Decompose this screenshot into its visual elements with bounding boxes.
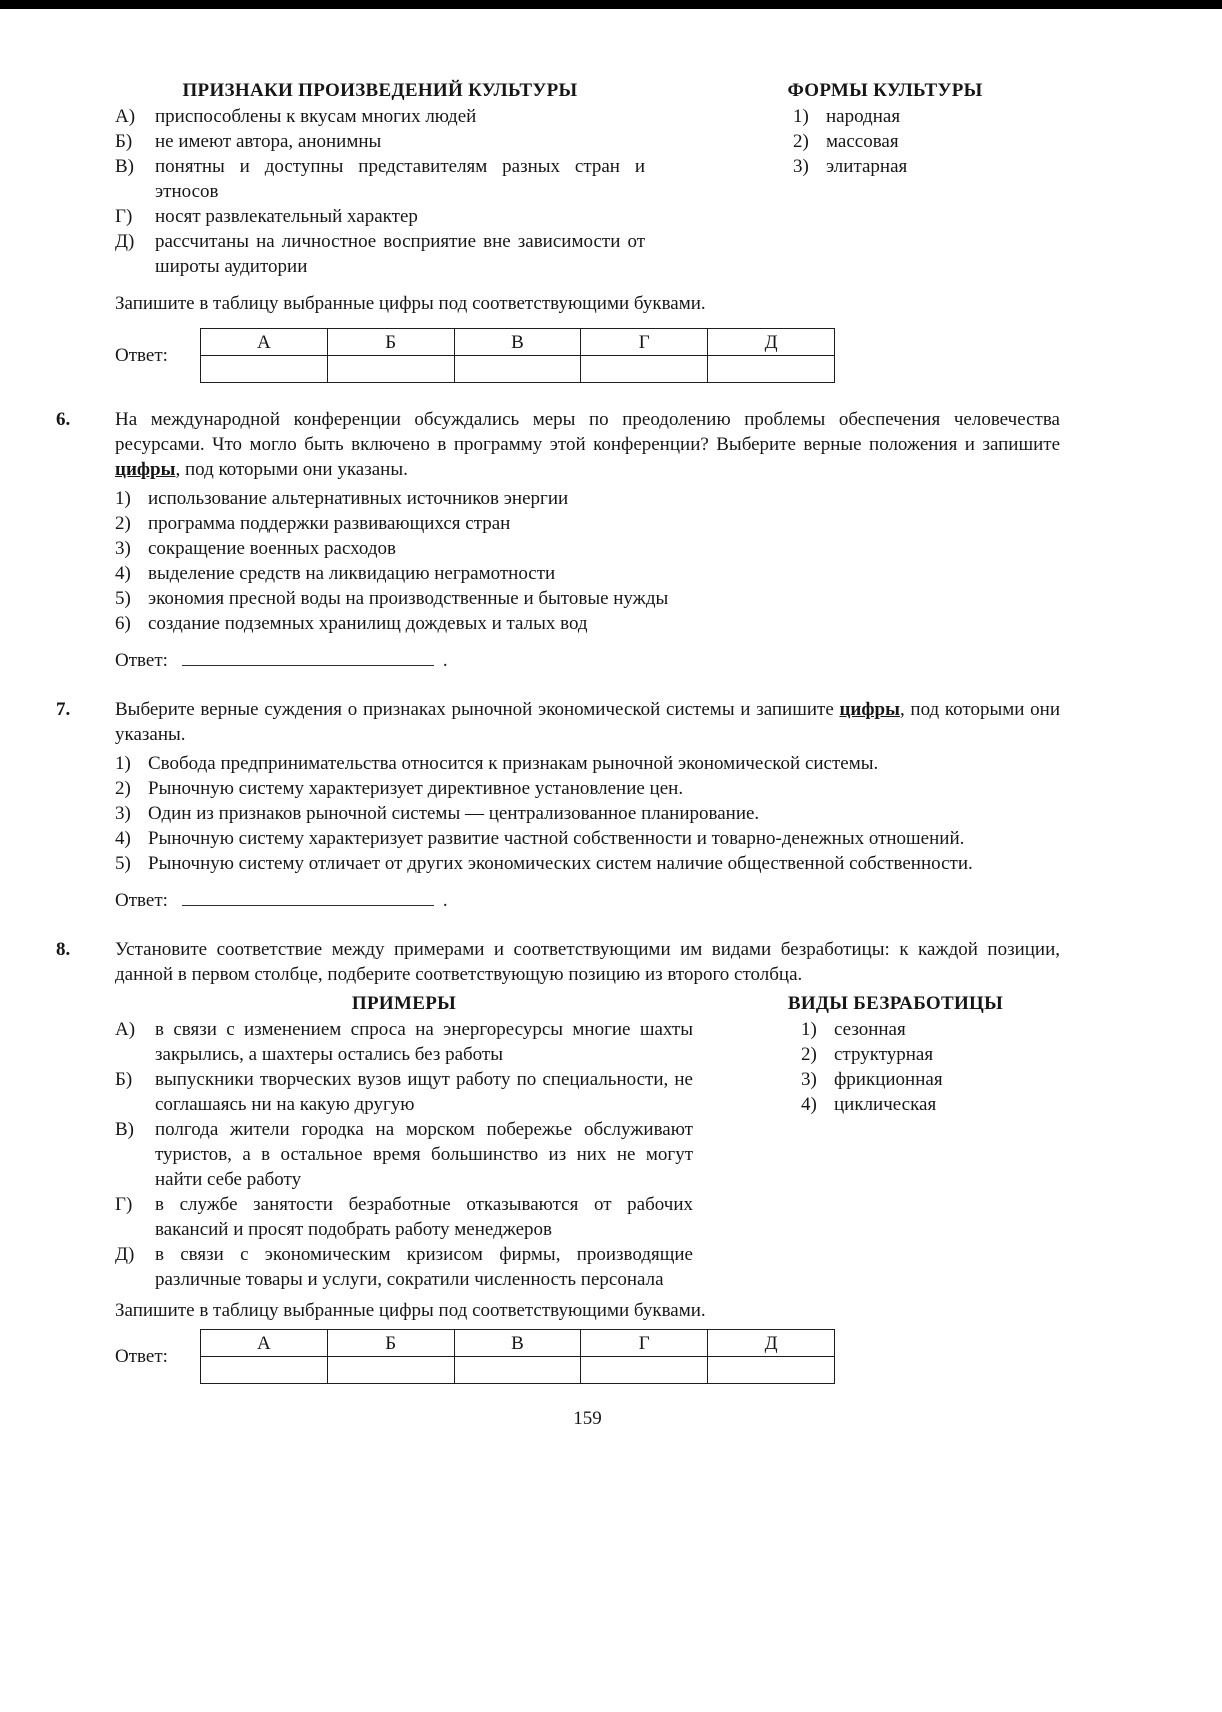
answer-blank	[182, 901, 434, 906]
match-item-text: в службе занятости безработные отказываются от рабочих вакансий и просят подобрать работу менеджеров	[155, 1194, 693, 1240]
match-item-text: приспособлены к вкусам многих людей	[155, 106, 477, 127]
question-text-emphasis: цифры	[115, 459, 176, 480]
table-header-cell: В	[454, 1330, 581, 1357]
right-column-items	[753, 1017, 1038, 1117]
table-empty-cell	[201, 356, 328, 383]
question-5-matching	[115, 78, 1060, 383]
question-text-part: На международной конференции обсуждались меры по преодолению проблемы обеспечения человечества ресурсами. Что могло быть включено в программу этой конференции? Выберите верные положения и запишите	[115, 409, 1060, 455]
match-item-text: носят развлекательный характер	[155, 206, 418, 227]
match-item	[115, 1117, 693, 1192]
option-number: 3)	[115, 803, 131, 824]
table-header-cell: А	[201, 1330, 328, 1357]
table-header-cell: Д	[708, 329, 835, 356]
answer-table-block	[115, 1329, 1060, 1384]
right-column-header: ВИДЫ БЕЗРАБОТИЦЫ	[787, 993, 1004, 1014]
question-number: 8.	[56, 939, 71, 960]
option-text: Рыночную систему отличает от других экономических систем наличие общественной собственности.	[148, 853, 973, 874]
match-item-text: в связи с изменением спроса на энергоресурсы многие шахты закрылись, а шахтеры остались без работы	[155, 1019, 693, 1065]
option-text: Один из признаков рыночной системы — централизованное планирование.	[148, 803, 760, 824]
match-item-letter: Б)	[115, 1069, 133, 1090]
question-text-part: Выберите верные суждения о признаках рыночной экономической системы и запишите	[115, 699, 840, 720]
option-text: экономия пресной воды на производственные и бытовые нужды	[148, 588, 669, 609]
option-text: Рыночную систему характеризует директивное установление цен.	[148, 778, 684, 799]
list-item-number: 3)	[801, 1069, 817, 1090]
matching-columns	[115, 78, 1060, 279]
option-text: сокращение военных расходов	[148, 538, 397, 559]
options-list	[115, 751, 1060, 876]
list-item-number: 4)	[801, 1094, 817, 1115]
option-text: Рыночную систему характеризует развитие частной собственности и товарно-денежных отношений.	[148, 828, 965, 849]
question-text-part: , под которыми они указаны.	[175, 459, 408, 480]
match-item	[115, 1192, 693, 1242]
list-item-number: 3)	[793, 156, 809, 177]
option-item	[115, 586, 1060, 611]
match-item	[115, 1067, 693, 1117]
options-list	[115, 486, 1060, 636]
question-6	[56, 407, 1060, 673]
answer-line	[115, 648, 1060, 673]
list-item-number: 2)	[801, 1044, 817, 1065]
match-item-letter: Б)	[115, 131, 133, 152]
left-column-header: ПРИЗНАКИ ПРОИЗВЕДЕНИЙ КУЛЬТУРЫ	[182, 80, 578, 101]
match-item-letter: Д)	[115, 231, 135, 252]
option-number: 3)	[115, 538, 131, 559]
table-empty-cell	[454, 1357, 581, 1384]
list-item	[801, 1067, 1038, 1092]
match-item	[115, 1017, 693, 1067]
option-number: 1)	[115, 488, 131, 509]
option-text: использование альтернативных источников энергии	[148, 488, 569, 509]
match-item-letter: В)	[115, 1119, 134, 1140]
match-item-text: выпускники творческих вузов ищут работу по специальности, не соглашаясь ни на какую другую	[155, 1069, 693, 1115]
question-number: 7.	[56, 699, 71, 720]
list-item-number: 1)	[801, 1019, 817, 1040]
option-item	[115, 751, 1060, 776]
option-number: 2)	[115, 513, 131, 534]
match-item-letter: В)	[115, 156, 134, 177]
answer-table-input-row	[201, 356, 835, 383]
list-item-text: элитарная	[826, 156, 908, 177]
answer-table-header-row	[201, 329, 835, 356]
option-item	[115, 561, 1060, 586]
list-item	[801, 1092, 1038, 1117]
table-header-cell: Г	[581, 1330, 708, 1357]
option-text: выделение средств на ликвидацию неграмотности	[148, 563, 556, 584]
right-column-header: ФОРМЫ КУЛЬТУРЫ	[787, 80, 983, 101]
table-empty-cell	[327, 1357, 454, 1384]
table-header-cell: Д	[708, 1330, 835, 1357]
table-instruction: Запишите в таблицу выбранные цифры под соответствующими буквами.	[115, 293, 706, 314]
answer-table-input-row	[201, 1357, 835, 1384]
list-item-text: фрикционная	[834, 1069, 943, 1090]
table-empty-cell	[708, 356, 835, 383]
match-item	[115, 1242, 693, 1292]
list-item-text: сезонная	[834, 1019, 906, 1040]
matching-columns	[115, 991, 1060, 1292]
match-item	[115, 104, 645, 129]
table-empty-cell	[454, 356, 581, 383]
list-item-number: 1)	[793, 106, 809, 127]
answer-table	[200, 328, 835, 383]
answer-period: .	[442, 890, 448, 911]
left-column-header: ПРИМЕРЫ	[351, 993, 457, 1014]
answer-blank	[182, 661, 434, 666]
option-text: Свобода предпринимательства относится к признакам рыночной экономической системы.	[148, 753, 879, 774]
table-empty-cell	[327, 356, 454, 383]
option-number: 4)	[115, 828, 131, 849]
match-item-text: в связи с экономическим кризисом фирмы, производящие различные товары и услуги, сократили численность персонала	[155, 1244, 693, 1290]
option-text: создание подземных хранилищ дождевых и талых вод	[148, 613, 588, 634]
option-item	[115, 486, 1060, 511]
match-item-text: не имеют автора, анонимны	[155, 131, 382, 152]
table-header-cell: Б	[327, 329, 454, 356]
scan-edge	[0, 0, 1222, 9]
answer-label: Ответ:	[115, 345, 168, 366]
option-item	[115, 511, 1060, 536]
matching-left-column	[115, 78, 645, 279]
table-empty-cell	[581, 356, 708, 383]
list-item-text: структурная	[834, 1044, 934, 1065]
answer-table-header-row	[201, 1330, 835, 1357]
list-item	[793, 129, 1025, 154]
list-item	[801, 1017, 1038, 1042]
page-number: 159	[573, 1408, 602, 1429]
table-header-cell: Г	[581, 329, 708, 356]
exam-page	[56, 78, 1060, 1431]
match-item-letter: Г)	[115, 206, 133, 227]
answer-table-block	[115, 328, 1060, 383]
option-number: 5)	[115, 853, 131, 874]
answer-label: Ответ:	[115, 650, 168, 671]
question-text	[115, 407, 1060, 482]
option-number: 4)	[115, 563, 131, 584]
answer-table	[200, 1329, 835, 1384]
option-item	[115, 611, 1060, 636]
table-empty-cell	[201, 1357, 328, 1384]
match-item-letter: Г)	[115, 1194, 133, 1215]
question-text: Установите соответствие между примерами и соответствующими им видами безработицы: к каждой позиции, данной в первом столбце, подберите соответствующую позицию из второго столбца.	[115, 939, 1060, 985]
list-item	[793, 104, 1025, 129]
option-item	[115, 851, 1060, 876]
question-text-part: , под которыми они указаны.	[115, 699, 1060, 745]
table-header-cell: А	[201, 329, 328, 356]
list-item	[793, 154, 1025, 179]
table-header-cell: В	[454, 329, 581, 356]
option-item	[115, 776, 1060, 801]
right-column-items	[745, 104, 1025, 179]
question-8	[56, 937, 1060, 1384]
answer-period: .	[442, 650, 448, 671]
match-item-letter: А)	[115, 106, 136, 127]
option-text: программа поддержки развивающихся стран	[148, 513, 511, 534]
option-number: 2)	[115, 778, 131, 799]
match-item	[115, 129, 645, 154]
match-item-text: понятны и доступны представителям разных стран и этносов	[155, 156, 645, 202]
table-empty-cell	[581, 1357, 708, 1384]
match-item	[115, 204, 645, 229]
option-item	[115, 826, 1060, 851]
table-empty-cell	[708, 1357, 835, 1384]
question-number: 6.	[56, 409, 71, 430]
match-item	[115, 154, 645, 204]
option-item	[115, 801, 1060, 826]
question-text	[115, 697, 1060, 747]
table-header-cell: Б	[327, 1330, 454, 1357]
table-instruction: Запишите в таблицу выбранные цифры под соответствующими буквами.	[115, 1300, 706, 1321]
match-item-letter: Д)	[115, 1244, 135, 1265]
answer-line	[115, 888, 1060, 913]
option-number: 5)	[115, 588, 131, 609]
list-item-text: народная	[826, 106, 901, 127]
match-item-text: рассчитаны на личностное восприятие вне зависимости от широты аудитории	[155, 231, 645, 277]
question-text-emphasis: цифры	[839, 699, 900, 720]
matching-right-column	[753, 991, 1038, 1117]
question-7	[56, 697, 1060, 913]
list-item-text: массовая	[826, 131, 899, 152]
list-item	[801, 1042, 1038, 1067]
match-item-text: полгода жители городка на морском побережье обслуживают туристов, а в остальное время большинство из них не могут найти себе работу	[155, 1119, 693, 1190]
matching-left-column	[115, 991, 693, 1292]
matching-right-column	[745, 78, 1025, 179]
option-number: 1)	[115, 753, 131, 774]
match-item	[115, 229, 645, 279]
answer-label: Ответ:	[115, 890, 168, 911]
option-number: 6)	[115, 613, 131, 634]
option-item	[115, 536, 1060, 561]
list-item-text: циклическая	[834, 1094, 937, 1115]
answer-label: Ответ:	[115, 1346, 168, 1367]
match-item-letter: А)	[115, 1019, 136, 1040]
list-item-number: 2)	[793, 131, 809, 152]
